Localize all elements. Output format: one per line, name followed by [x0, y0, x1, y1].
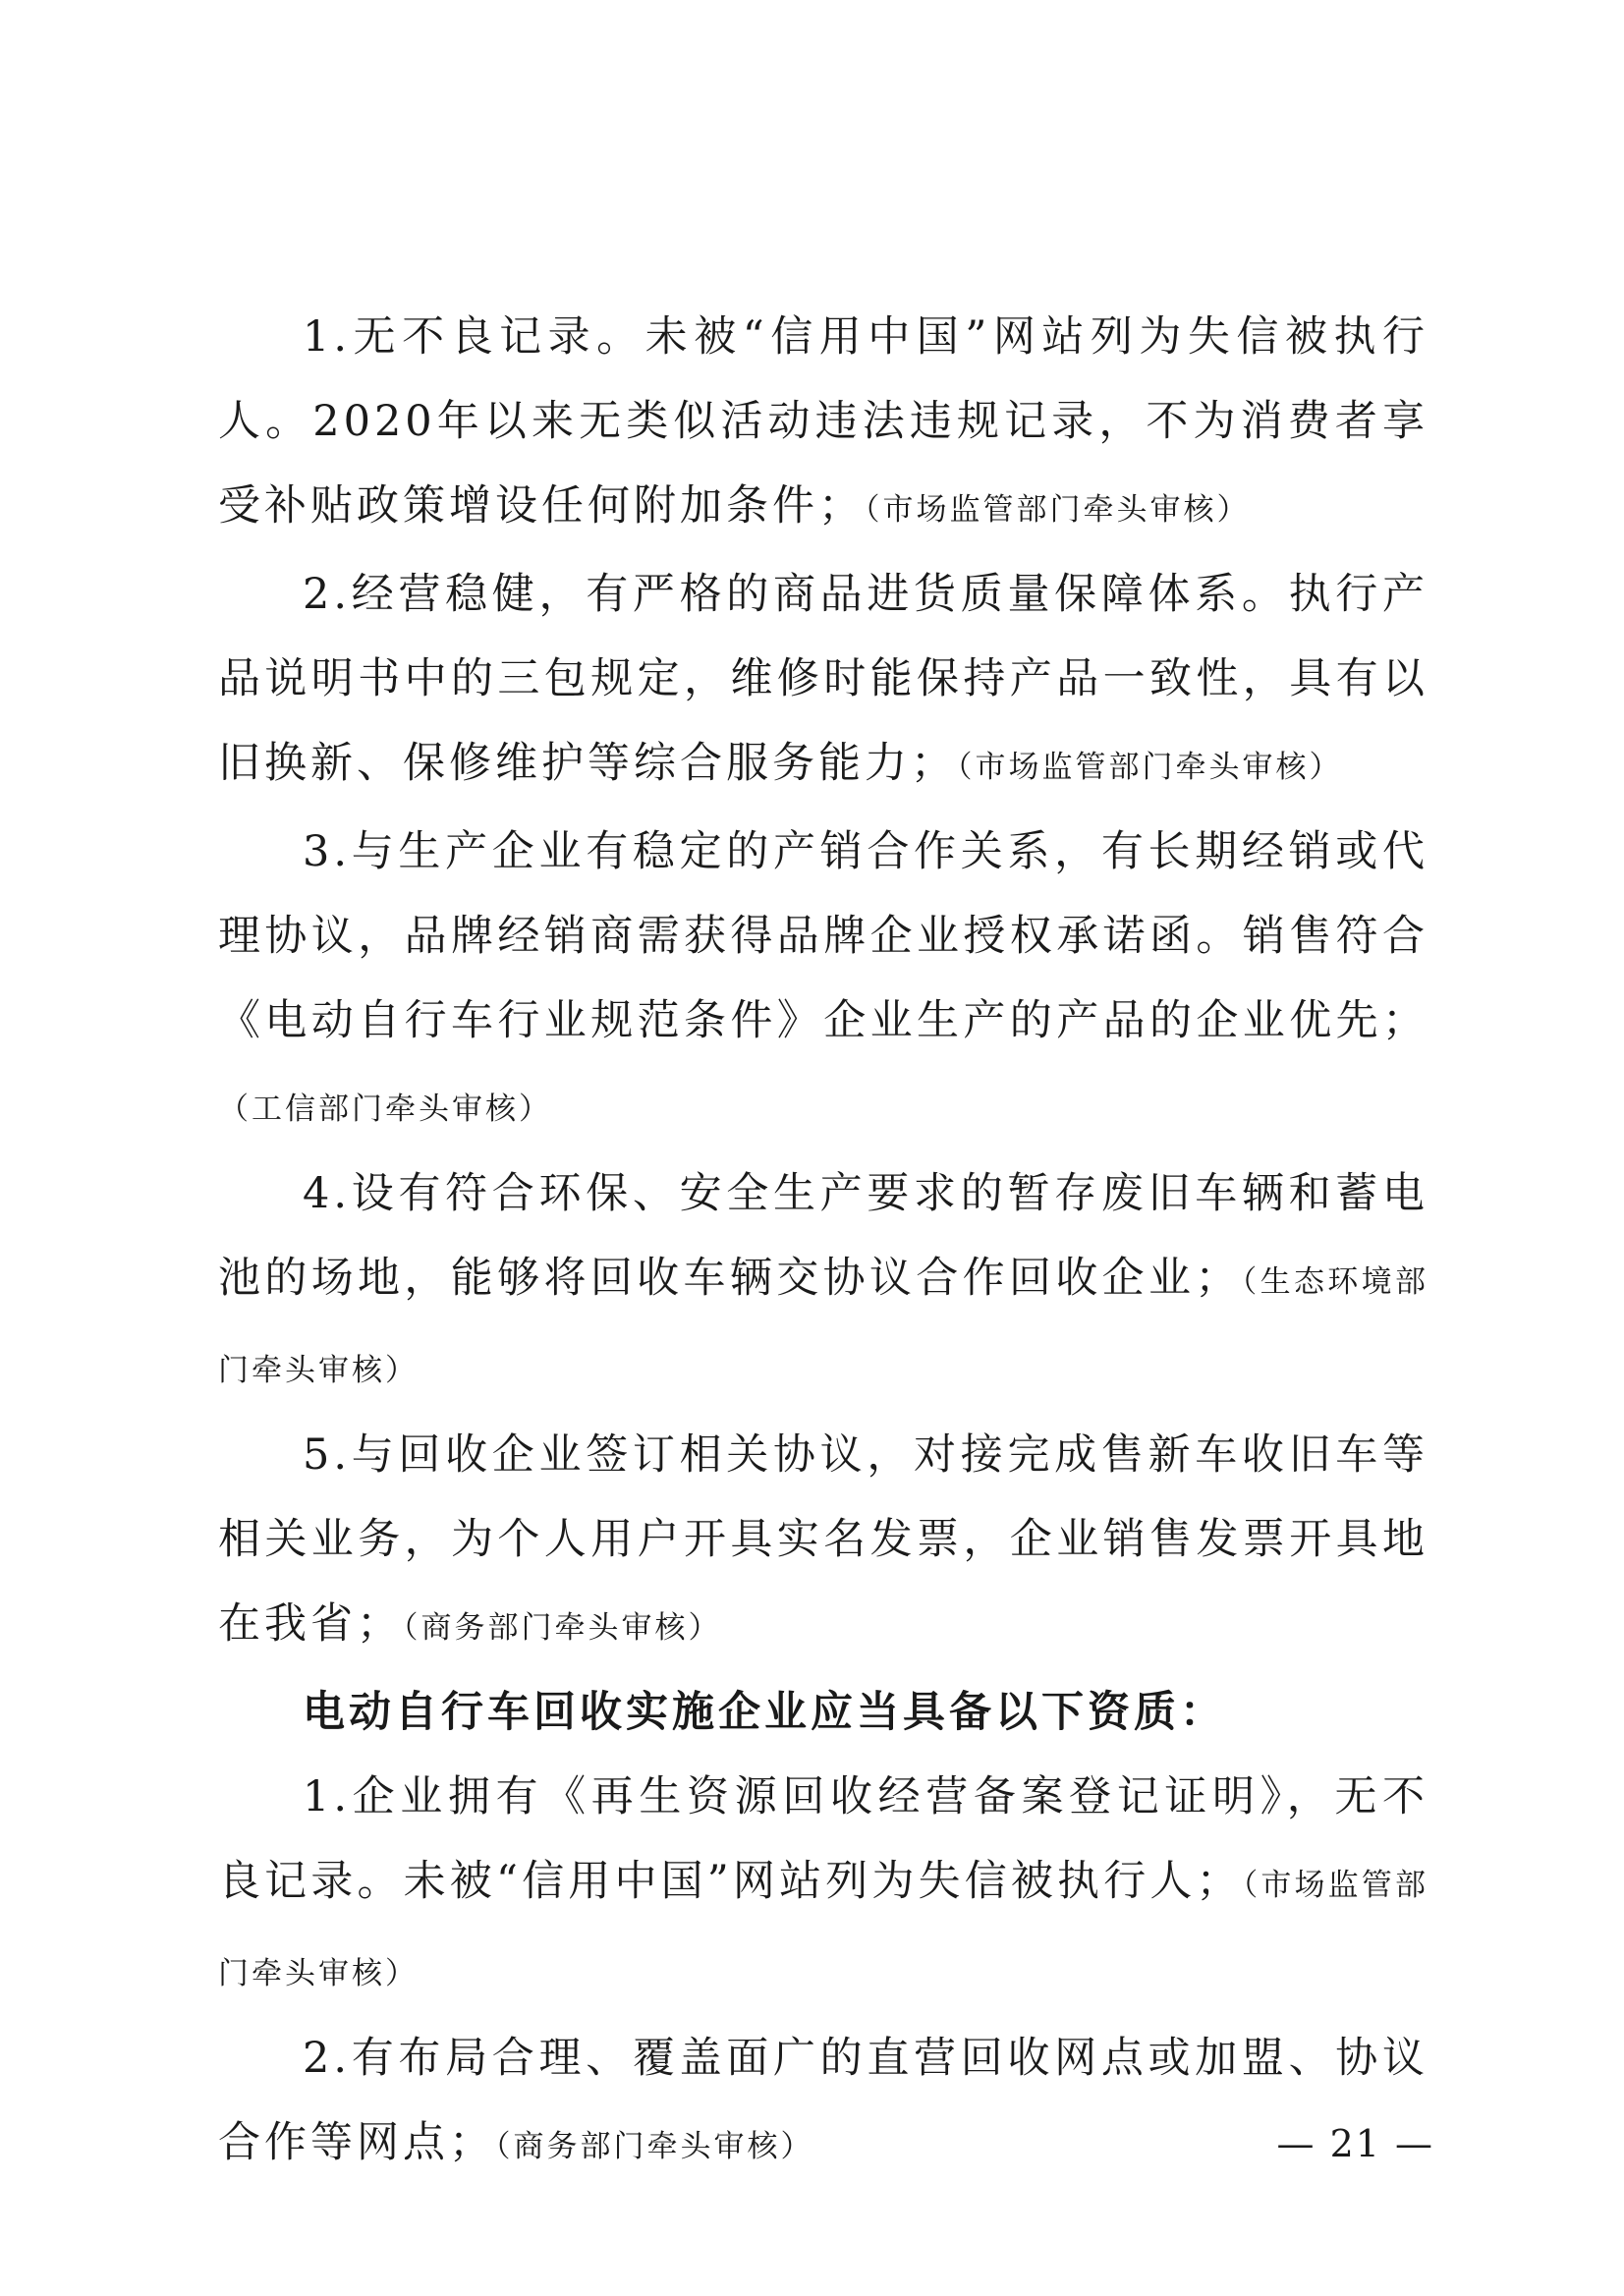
recycler-requirement-1: [218, 1755, 1428, 2016]
review-department-note: （市场监管部门牵头审核）: [865, 492, 1251, 528]
review-department-note: （市场监管部门牵头审核）: [957, 750, 1343, 785]
retailer-requirement-4: [218, 1151, 1428, 1413]
requirement-text: 2.经营稳健，有严格的商品进货质量保障体系。执行产品说明书中的三包规定，维修时能保持产品一致性，具有以旧换新、保修维护等综合服务能力；: [218, 570, 1428, 788]
requirement-text: 1.企业拥有《再生资源回收经营备案登记证明》，无不良记录。未被“信用中国”网站列为失信被执行人；: [218, 1772, 1428, 1906]
review-department-note: （工信部门牵头审核）: [218, 1092, 552, 1127]
retailer-requirement-5: [218, 1413, 1428, 1670]
requirement-text: 1.无不良记录。未被“信用中国”网站列为失信被执行人。2020年以来无类似活动违法违规记录，不为消费者享受补贴政策增设任何附加条件；: [218, 312, 1428, 531]
requirement-text: 3.与生产企业有稳定的产销合作关系，有长期经销或代理协议，品牌经销商需获得品牌企业授权承诺函。销售符合《电动自行车行业规范条件》企业生产的产品的企业优先；: [218, 827, 1428, 1045]
review-department-note: （市场监管部门牵头审核）: [218, 1868, 1429, 1991]
requirement-text: 5.与回收企业签订相关协议，对接完成售新车收旧车等相关业务，为个人用户开具实名发票，企业销售发票开具地在我省；: [218, 1430, 1428, 1649]
requirement-text: 2.有布局合理、覆盖面广的直营回收网点或加盟、协议合作等网点；: [218, 2034, 1428, 2167]
retailer-requirement-2: [218, 552, 1428, 810]
recycler-requirements-heading: 电动自行车回收实施企业应当具备以下资质：: [303, 1688, 1226, 1737]
body-text: [218, 295, 1428, 2189]
requirement-text: 4.设有符合环保、安全生产要求的暂存废旧车辆和蓄电池的场地，能够将回收车辆交协议合作回收企业；: [218, 1169, 1428, 1303]
review-department-note: （商务部门牵头审核）: [495, 2129, 814, 2164]
retailer-requirement-3: [218, 810, 1428, 1151]
review-department-note: （商务部门牵头审核）: [403, 1610, 722, 1646]
page-number: — 21 —: [1276, 2122, 1434, 2165]
retailer-requirement-1: [218, 295, 1428, 552]
review-department-note: （生态环境部门牵头审核）: [218, 1264, 1429, 1388]
